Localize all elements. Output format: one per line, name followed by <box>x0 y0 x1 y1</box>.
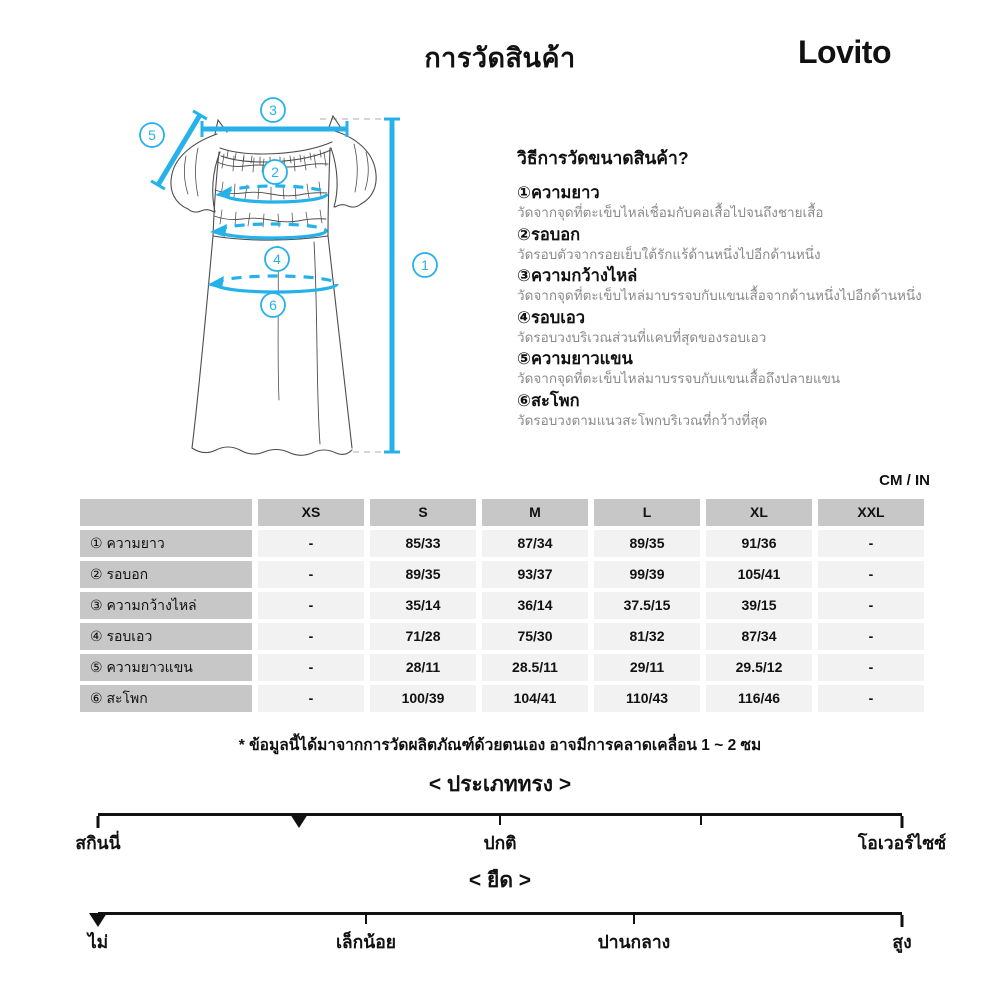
scale-label: สูง <box>892 932 912 952</box>
scale-tick <box>901 816 904 828</box>
table-value: - <box>258 685 364 712</box>
table-value: 89/35 <box>370 561 476 588</box>
scale-tick <box>499 816 501 825</box>
instruction-item <box>517 266 947 305</box>
brand-logo: Lovito <box>798 34 891 70</box>
table-value: - <box>258 623 364 650</box>
scale-tick <box>365 915 367 924</box>
table-value: 87/34 <box>706 623 812 650</box>
page-title: การวัดสินค้า <box>424 43 576 73</box>
stretch-labels <box>87 928 912 952</box>
scale-tick <box>700 816 702 825</box>
instruction-label: ⑥สะโพก <box>517 391 580 410</box>
size-table <box>80 499 924 712</box>
fit-type-labels <box>75 829 947 853</box>
column-header: XXL <box>818 499 924 526</box>
table-value: 100/39 <box>370 685 476 712</box>
table-value: 29/11 <box>594 654 700 681</box>
row-label: ① ความยาว <box>80 530 252 557</box>
column-header: XS <box>258 499 364 526</box>
scale-label: ปานกลาง <box>597 932 671 952</box>
table-value: 81/32 <box>594 623 700 650</box>
instruction-label: ②รอบอก <box>517 225 581 244</box>
instruction-item <box>517 391 947 430</box>
marker-number: 5 <box>148 127 156 143</box>
table-value: 110/43 <box>594 685 700 712</box>
stretch-title: < ยืด > <box>468 869 532 892</box>
measure-line-shoulder <box>202 121 347 137</box>
garment-diagram <box>120 92 450 472</box>
scale-label: สกินนี่ <box>75 833 121 853</box>
marker-badge-4 <box>265 247 289 271</box>
table-value: 71/28 <box>370 623 476 650</box>
table-value: 99/39 <box>594 561 700 588</box>
instruction-desc: วัดจากจุดที่ตะเข็บไหล่มาบรรจบกับแขนเสื้อจากด้านหนึ่งไปอีกด้านหนึ่ง <box>517 288 922 303</box>
column-header: M <box>482 499 588 526</box>
row-label: ③ ความกว้างไหล่ <box>80 592 252 619</box>
unit-label: CM / IN <box>879 472 930 489</box>
scale-label: ปกติ <box>483 833 517 853</box>
row-label: ④ รอบเอว <box>80 623 252 650</box>
instruction-desc: วัดจากจุดที่ตะเข็บไหล่เชื่อมกับคอเสื้อไปจนถึงชายเสื้อ <box>517 205 824 220</box>
row-label: ⑥ สะโพก <box>80 685 252 712</box>
scale-tick <box>633 915 635 924</box>
marker-badge-2 <box>263 160 287 184</box>
table-value: 85/33 <box>370 530 476 557</box>
table-value: - <box>258 592 364 619</box>
scale-label: เล็กน้อย <box>335 932 396 952</box>
table-value: 105/41 <box>706 561 812 588</box>
measure-ellipse-waist <box>210 224 326 238</box>
table-value: - <box>818 561 924 588</box>
measure-line-sleeve <box>151 111 207 189</box>
scale-label: ไม่ <box>87 932 109 952</box>
fit-type-title: < ประเภททรง > <box>428 773 572 796</box>
table-value: 28/11 <box>370 654 476 681</box>
instruction-item <box>517 183 947 222</box>
column-header: S <box>370 499 476 526</box>
table-value: 29.5/12 <box>706 654 812 681</box>
table-value: - <box>258 530 364 557</box>
table-value: 35/14 <box>370 592 476 619</box>
measure-ellipse-hip <box>207 276 337 292</box>
column-header: XL <box>706 499 812 526</box>
scale-tick <box>901 915 904 927</box>
instruction-item <box>517 349 947 388</box>
marker-number: 6 <box>269 297 277 313</box>
measurement-disclaimer: * ข้อมูลนี้ได้มาจากการวัดผลิตภัณฑ์ด้วยตนเอง อาจมีการคลาดเคลื่อน 1 ~ 2 ซม <box>238 737 762 754</box>
table-value: 89/35 <box>594 530 700 557</box>
table-value: - <box>258 561 364 588</box>
instruction-desc: วัดรอบตัวจากรอยเย็บใต้รักแร้ด้านหนึ่งไปอีกด้านหนึ่ง <box>517 246 821 262</box>
instruction-desc: วัดรอบวงบริเวณส่วนที่แคบที่สุดของรอบเอว <box>517 329 767 345</box>
table-value: - <box>818 623 924 650</box>
scale-label: โอเวอร์ไซซ์ <box>857 833 947 853</box>
fit-type-marker <box>290 814 308 828</box>
table-value: 37.5/15 <box>594 592 700 619</box>
stretch-marker <box>89 913 107 927</box>
table-value: - <box>818 654 924 681</box>
table-value: - <box>818 592 924 619</box>
marker-badge-6 <box>261 293 285 317</box>
scale-tick <box>97 816 100 828</box>
instruction-label: ①ความยาว <box>517 184 600 202</box>
table-value: 36/14 <box>482 592 588 619</box>
marker-badge-5 <box>140 123 164 147</box>
table-value: 91/36 <box>706 530 812 557</box>
measure-line-length <box>384 119 400 452</box>
table-value: 87/34 <box>482 530 588 557</box>
marker-number: 3 <box>269 102 277 118</box>
marker-number: 4 <box>273 251 281 267</box>
instruction-item <box>517 225 947 264</box>
instructions-heading: วิธีการวัดขนาดสินค้า? <box>517 148 689 168</box>
instruction-label: ③ความกว้างไหล่ <box>517 267 638 285</box>
row-label: ⑤ ความยาวแขน <box>80 654 252 681</box>
table-value: - <box>258 654 364 681</box>
table-value: 39/15 <box>706 592 812 619</box>
table-value: 116/46 <box>706 685 812 712</box>
column-header: L <box>594 499 700 526</box>
dress-line-art-svg <box>120 92 450 472</box>
table-value: 28.5/11 <box>482 654 588 681</box>
marker-badge-1 <box>413 253 437 277</box>
table-value: - <box>818 685 924 712</box>
marker-number: 1 <box>421 257 429 273</box>
table-value: 93/37 <box>482 561 588 588</box>
table-value: 104/41 <box>482 685 588 712</box>
marker-number: 2 <box>271 164 279 180</box>
instruction-label: ④รอบเอว <box>517 308 586 327</box>
measure-instructions <box>517 144 947 432</box>
instruction-desc: วัดรอบวงตามแนวสะโพกบริเวณที่กว้างที่สุด <box>517 412 768 428</box>
table-corner-cell <box>80 499 252 526</box>
instruction-item <box>517 308 947 347</box>
row-label: ② รอบอก <box>80 561 252 588</box>
marker-badge-3 <box>261 98 285 122</box>
table-value: - <box>818 530 924 557</box>
table-value: 75/30 <box>482 623 588 650</box>
instruction-label: ⑤ความยาวแขน <box>517 350 633 368</box>
instruction-desc: วัดจากจุดที่ตะเข็บไหล่มาบรรจบกับแขนเสื้อถึงปลายแขน <box>517 371 841 386</box>
